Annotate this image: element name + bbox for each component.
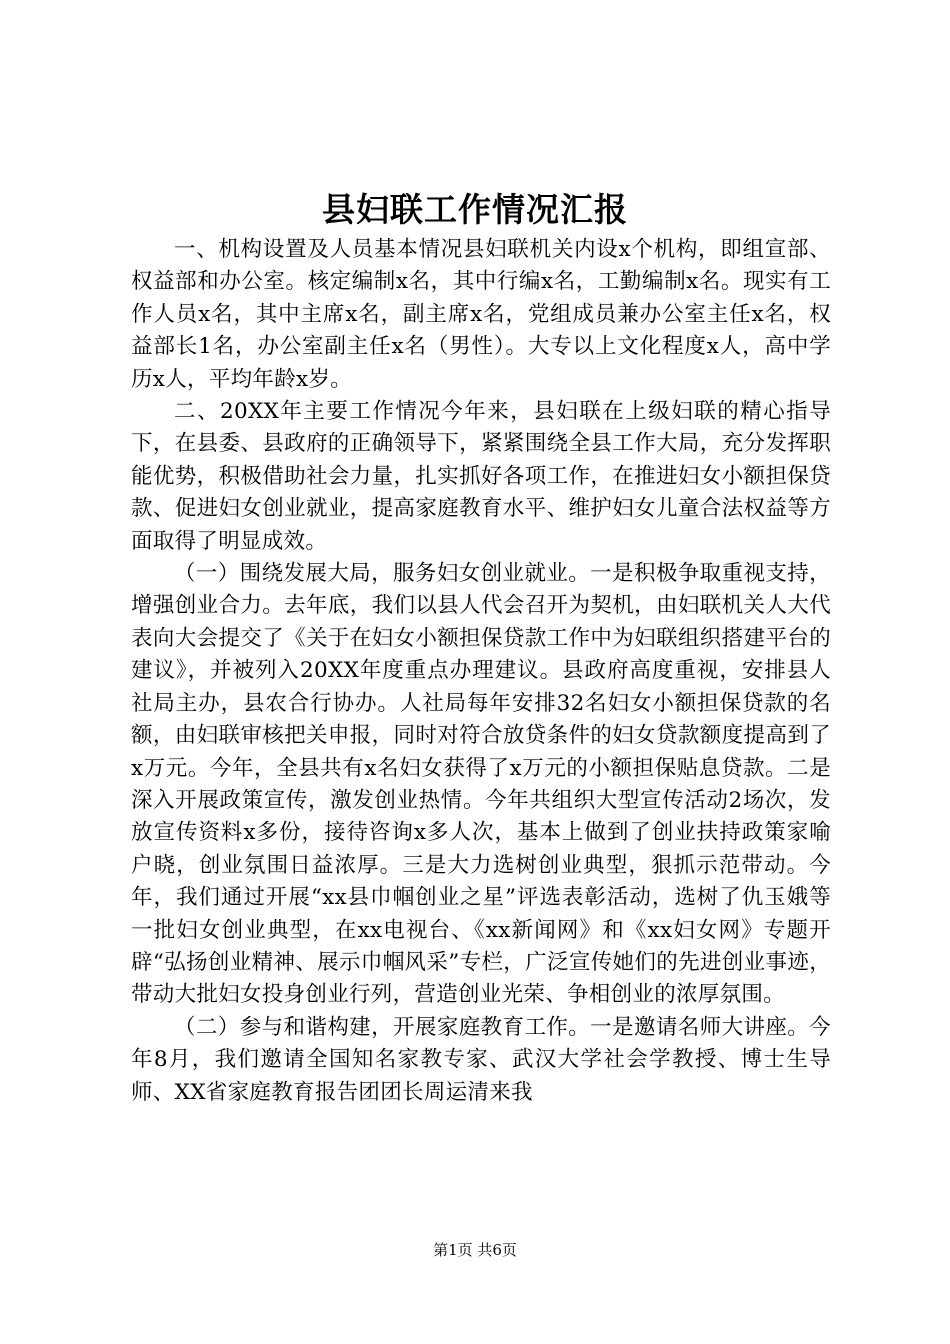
paragraph-family-education: （二）参与和谐构建，开展家庭教育工作。一是邀请名师大讲座。今年8月，我们邀请全国知名家教专家、武汉大学社会学教授、博士生导师、XX省家庭教育报告团团长周运清来我	[131, 1014, 831, 1105]
paragraph-entrepreneurship: （一）围绕发展大局，服务妇女创业就业。一是积极争取重视支持，增强创业合力。去年底，我们以县人代会召开为契机，由妇联机关人大代表向大会提交了《关于在妇女小额担保贷款工作中为妇联组织搭建平台的建议》，并被列入20XX年度重点办理建议。县政府高度重视，安排县人社局主办，县农合行协办。人社局每年安排32名妇女小额担保贷款的名额，由妇联审核把关申报，同时对符合放贷条件的妇女贷款额度提高到了x万元。今年，全县共有x名妇女获得了x万元的小额担保贴息贷款。二是深入开展政策宣传，激发创业热情。今年共组织大型宣传活动2场次，发放宣传资料x多份，接待咨询x多人次，基本上做到了创业扶持政策家喻户晓，创业氛围日益浓厚。三是大力选树创业典型，狠抓示范带动。今年，我们通过开展“xx县巾帼创业之星”评选表彰活动，选树了仇玉娥等一批妇女创业典型，在xx电视台、《xx新闻网》和《xx妇女网》专题开辟“弘扬创业精神、展示巾帼风采”专栏，广泛宣传她们的先进创业事迹，带动大批妇女投身创业行列，营造创业光荣、争相创业的浓厚氛围。	[131, 561, 831, 1008]
page-number-footer: 第1页 共6页	[433, 1241, 517, 1259]
document-title: 县妇联工作情况汇报	[322, 190, 628, 229]
document-body	[131, 234, 831, 1109]
paragraph-main-work: 二、20XX年主要工作情况今年来，县妇联在上级妇联的精心指导下，在县委、县政府的正确领导下，紧紧围绕全县工作大局，充分发挥职能优势，积极借助社会力量，扎实抓好各项工作，在推进妇女小额担保贷款、促进妇女创业就业，提高家庭教育水平、维护妇女儿童合法权益等方面取得了明显成效。	[131, 399, 831, 554]
paragraph-organization: 一、机构设置及人员基本情况县妇联机关内设x个机构，即组宣部、权益部和办公室。核定编制x名，其中行编x名，工勤编制x名。现实有工作人员x名，其中主席x名，副主席x名，党组成员兼办公室主任x名，权益部长1名，办公室副主任x名（男性）。大专以上文化程度x人，高中学历x人，平均年龄x岁。	[131, 237, 831, 392]
